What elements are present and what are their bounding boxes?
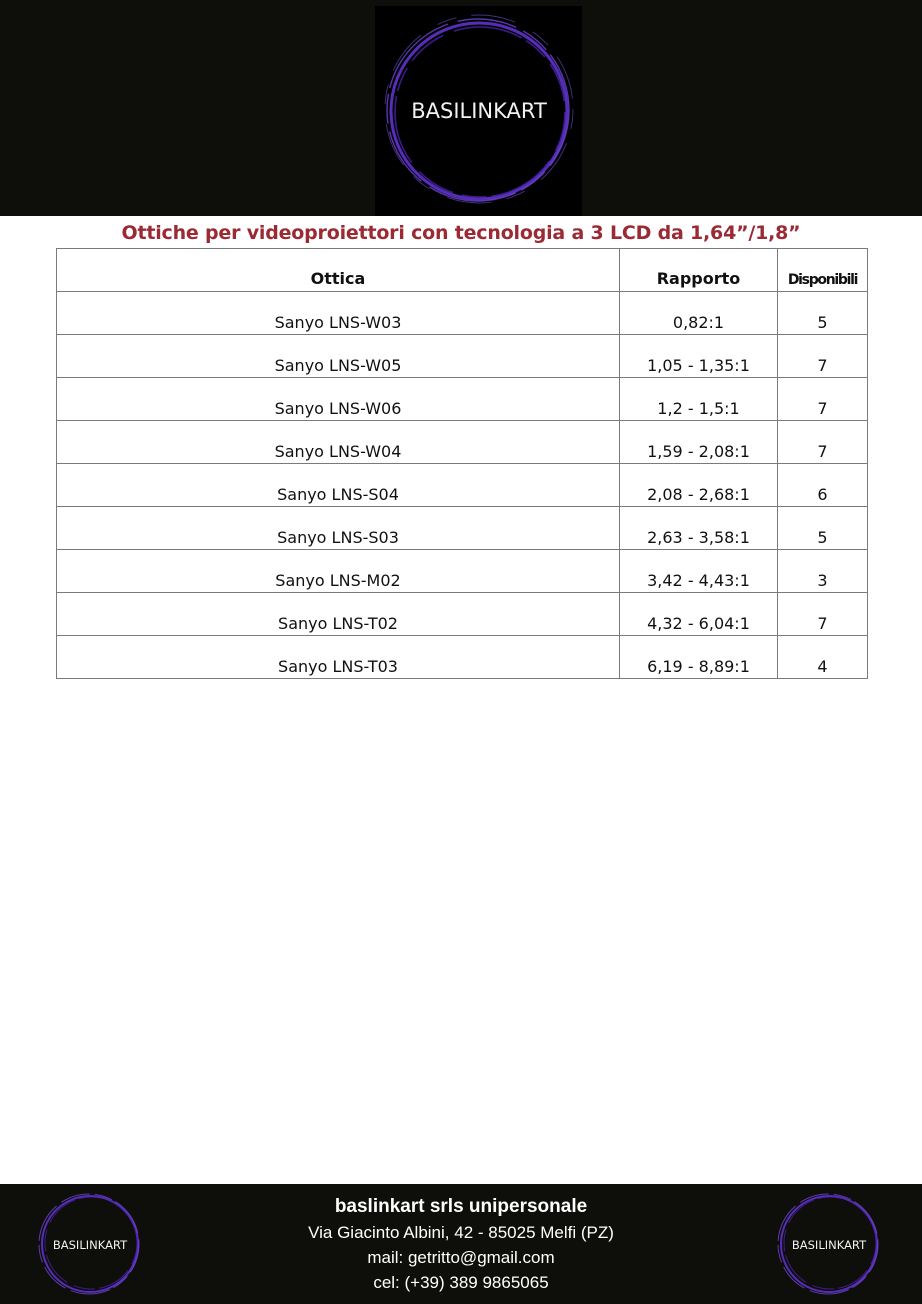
cell-ottica: Sanyo LNS-W04: [57, 421, 620, 464]
cell-ottica: Sanyo LNS-T02: [57, 593, 620, 636]
header-ottica: Ottica: [57, 249, 620, 292]
cell-rapporto: 1,05 - 1,35:1: [620, 335, 778, 378]
footer-band: [0, 1184, 922, 1304]
cell-ottica: Sanyo LNS-M02: [57, 550, 620, 593]
cell-rapporto: 6,19 - 8,89:1: [620, 636, 778, 679]
table-row: [57, 550, 868, 593]
cell-rapporto: 1,59 - 2,08:1: [620, 421, 778, 464]
table-row: [57, 464, 868, 507]
footer-phone[interactable]: cel: (+39) 389 9865065: [373, 1273, 549, 1292]
lens-table: [56, 248, 868, 679]
table-row: [57, 593, 868, 636]
table-header-row: [57, 249, 868, 292]
logo-ring-icon: [375, 6, 582, 216]
table-row: [57, 335, 868, 378]
cell-ottica: Sanyo LNS-T03: [57, 636, 620, 679]
cell-rapporto: 4,32 - 6,04:1: [620, 593, 778, 636]
header-logo-text: BASILINKART: [411, 99, 547, 123]
cell-disponibili: 4: [778, 636, 868, 679]
page-title: Ottiche per videoproiettori con tecnologia a 3 LCD da 1,64”/1,8”: [121, 222, 801, 244]
table-row: [57, 507, 868, 550]
cell-rapporto: 2,08 - 2,68:1: [620, 464, 778, 507]
footer-logo-right: [775, 1190, 883, 1298]
cell-ottica: Sanyo LNS-W03: [57, 292, 620, 335]
cell-disponibili: 5: [778, 507, 868, 550]
cell-disponibili: 7: [778, 421, 868, 464]
cell-disponibili: 7: [778, 593, 868, 636]
header-logo: [375, 6, 582, 216]
footer-mail[interactable]: mail: getritto@gmail.com: [367, 1248, 555, 1267]
cell-ottica: Sanyo LNS-S04: [57, 464, 620, 507]
footer-logo-text: BASILINKART: [52, 1238, 128, 1252]
logo-ring-icon: [775, 1190, 883, 1298]
footer-address: Via Giacinto Albini, 42 - 85025 Melfi (PZ): [308, 1223, 614, 1242]
cell-disponibili: 5: [778, 292, 868, 335]
table-row: [57, 636, 868, 679]
cell-disponibili: 6: [778, 464, 868, 507]
cell-rapporto: 0,82:1: [620, 292, 778, 335]
header-band: [0, 0, 922, 216]
cell-disponibili: 7: [778, 378, 868, 421]
table-row: [57, 421, 868, 464]
footer-company: baslinkart srls unipersonale: [334, 1196, 588, 1217]
header-disponibili: Disponibili: [778, 249, 868, 292]
cell-rapporto: 3,42 - 4,43:1: [620, 550, 778, 593]
logo-ring-icon: [36, 1190, 144, 1298]
cell-ottica: Sanyo LNS-W05: [57, 335, 620, 378]
cell-ottica: Sanyo LNS-W06: [57, 378, 620, 421]
table-row: [57, 378, 868, 421]
footer-logo-text: BASILINKART: [791, 1238, 867, 1252]
cell-disponibili: 7: [778, 335, 868, 378]
cell-ottica: Sanyo LNS-S03: [57, 507, 620, 550]
table-row: [57, 292, 868, 335]
footer-logo-left: [36, 1190, 144, 1298]
footer-contact: [250, 1194, 672, 1295]
cell-rapporto: 2,63 - 3,58:1: [620, 507, 778, 550]
cell-rapporto: 1,2 - 1,5:1: [620, 378, 778, 421]
cell-disponibili: 3: [778, 550, 868, 593]
header-rapporto: Rapporto: [620, 249, 778, 292]
